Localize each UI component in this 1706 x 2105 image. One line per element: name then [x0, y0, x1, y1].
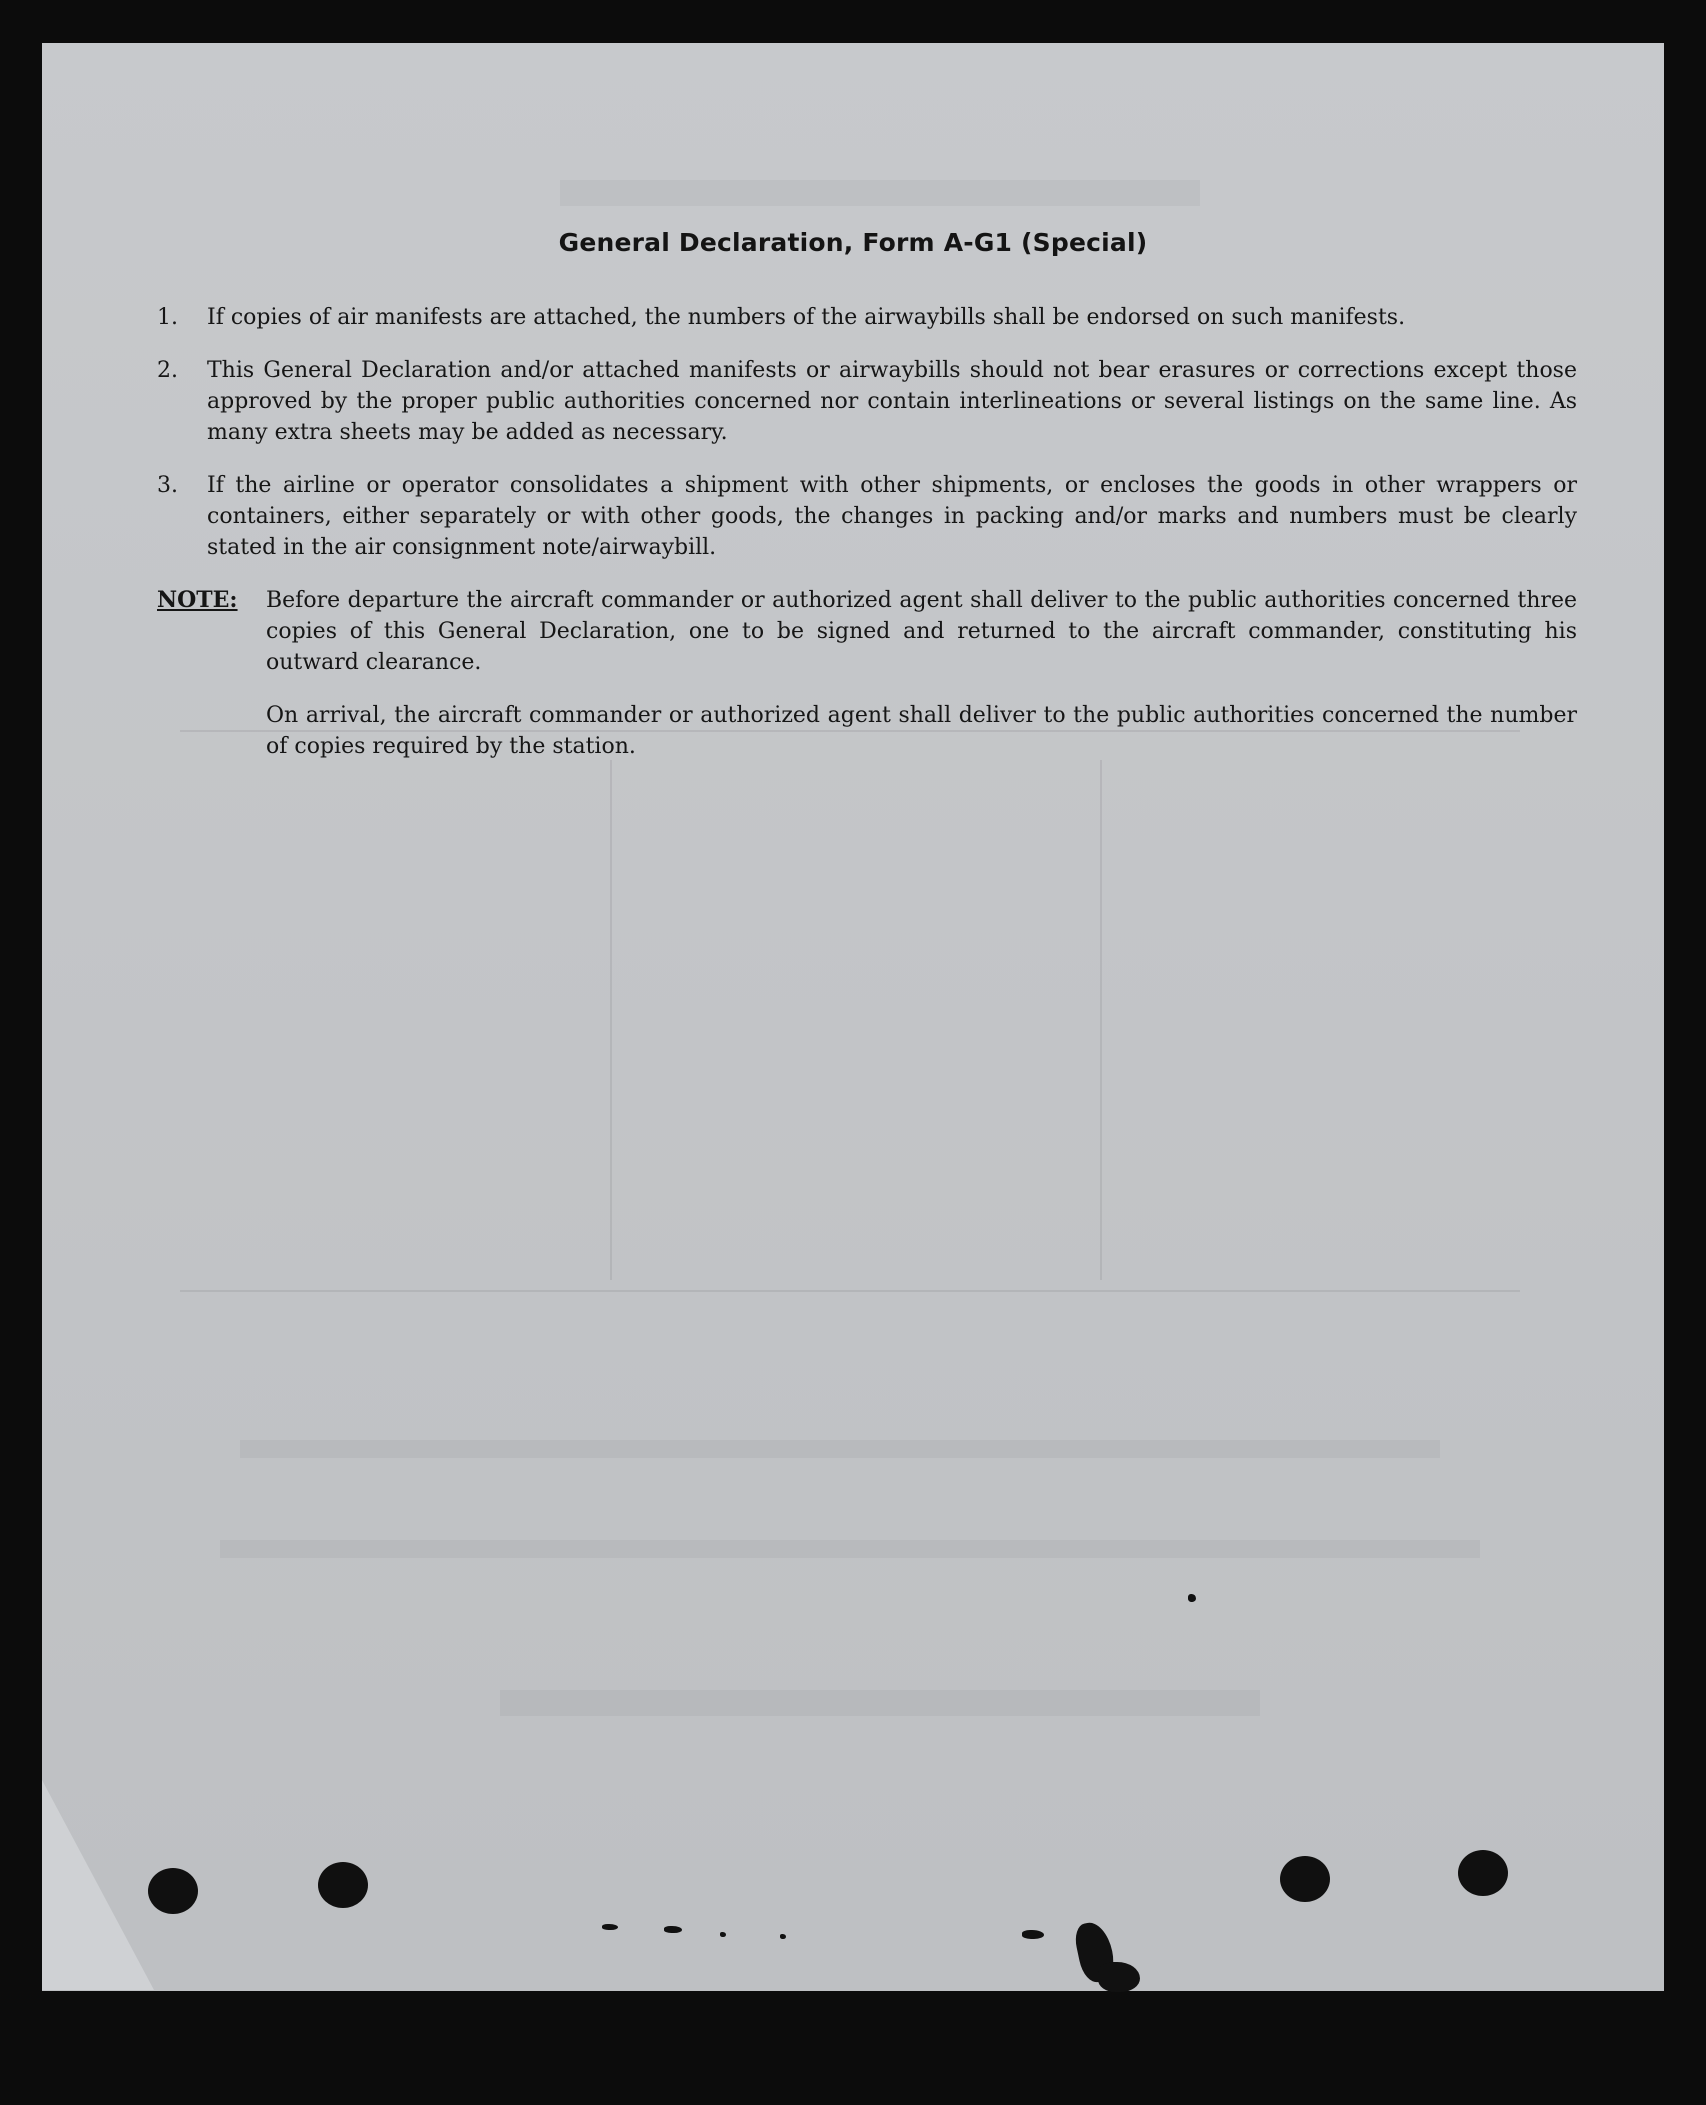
ink-smudge: [780, 1934, 786, 1939]
punch-hole: [318, 1862, 368, 1908]
ink-smudge: [602, 1924, 618, 1930]
item-number: 3.: [157, 473, 178, 498]
list-item: [157, 470, 1577, 563]
note-label: NOTE:: [157, 587, 238, 613]
list-item: [157, 355, 1577, 448]
document-title: General Declaration, Form A-G1 (Special): [558, 228, 1148, 257]
punch-hole: [1280, 1856, 1330, 1902]
item-number: 1.: [157, 305, 178, 330]
ink-smudge: [1098, 1962, 1140, 1992]
item-text: If copies of air manifests are attached, the numbers of the airwaybills shall be endorsed on such manifests.: [207, 305, 1406, 330]
ink-smudge: [1022, 1930, 1044, 1939]
item-number: 2.: [157, 358, 178, 383]
list-item: [157, 302, 1577, 333]
punch-hole: [1458, 1850, 1508, 1896]
item-text: If the airline or operator consolidates a shipment with other shipments, or encloses the goods in other wrappers or containers, either separately or with other goods, the changes in packing and/or marks and numbers must be clearly stated in the air consignment note/airwaybill.: [207, 473, 1577, 560]
punch-hole: [148, 1868, 198, 1914]
note-paragraph: Before departure the aircraft commander or authorized agent shall deliver to the public authorities concerned three copies of this General Declaration, one to be signed and returned to the aircraft commander, constituting his outward clearance.: [266, 588, 1577, 675]
ink-smudge: [1188, 1594, 1196, 1602]
note-paragraph: On arrival, the aircraft commander or authorized agent shall deliver to the public authorities concerned the number of copies required by the station.: [266, 703, 1577, 759]
ink-smudge: [720, 1932, 726, 1937]
folded-corner: [42, 1780, 154, 1990]
ink-smudge: [664, 1926, 682, 1933]
item-text: This General Declaration and/or attached manifests or airwaybills should not bear erasures or corrections except those approved by the proper public authorities concerned nor contain interlineations or several listings on the same line. As many extra sheets may be added as necessary.: [207, 358, 1577, 445]
